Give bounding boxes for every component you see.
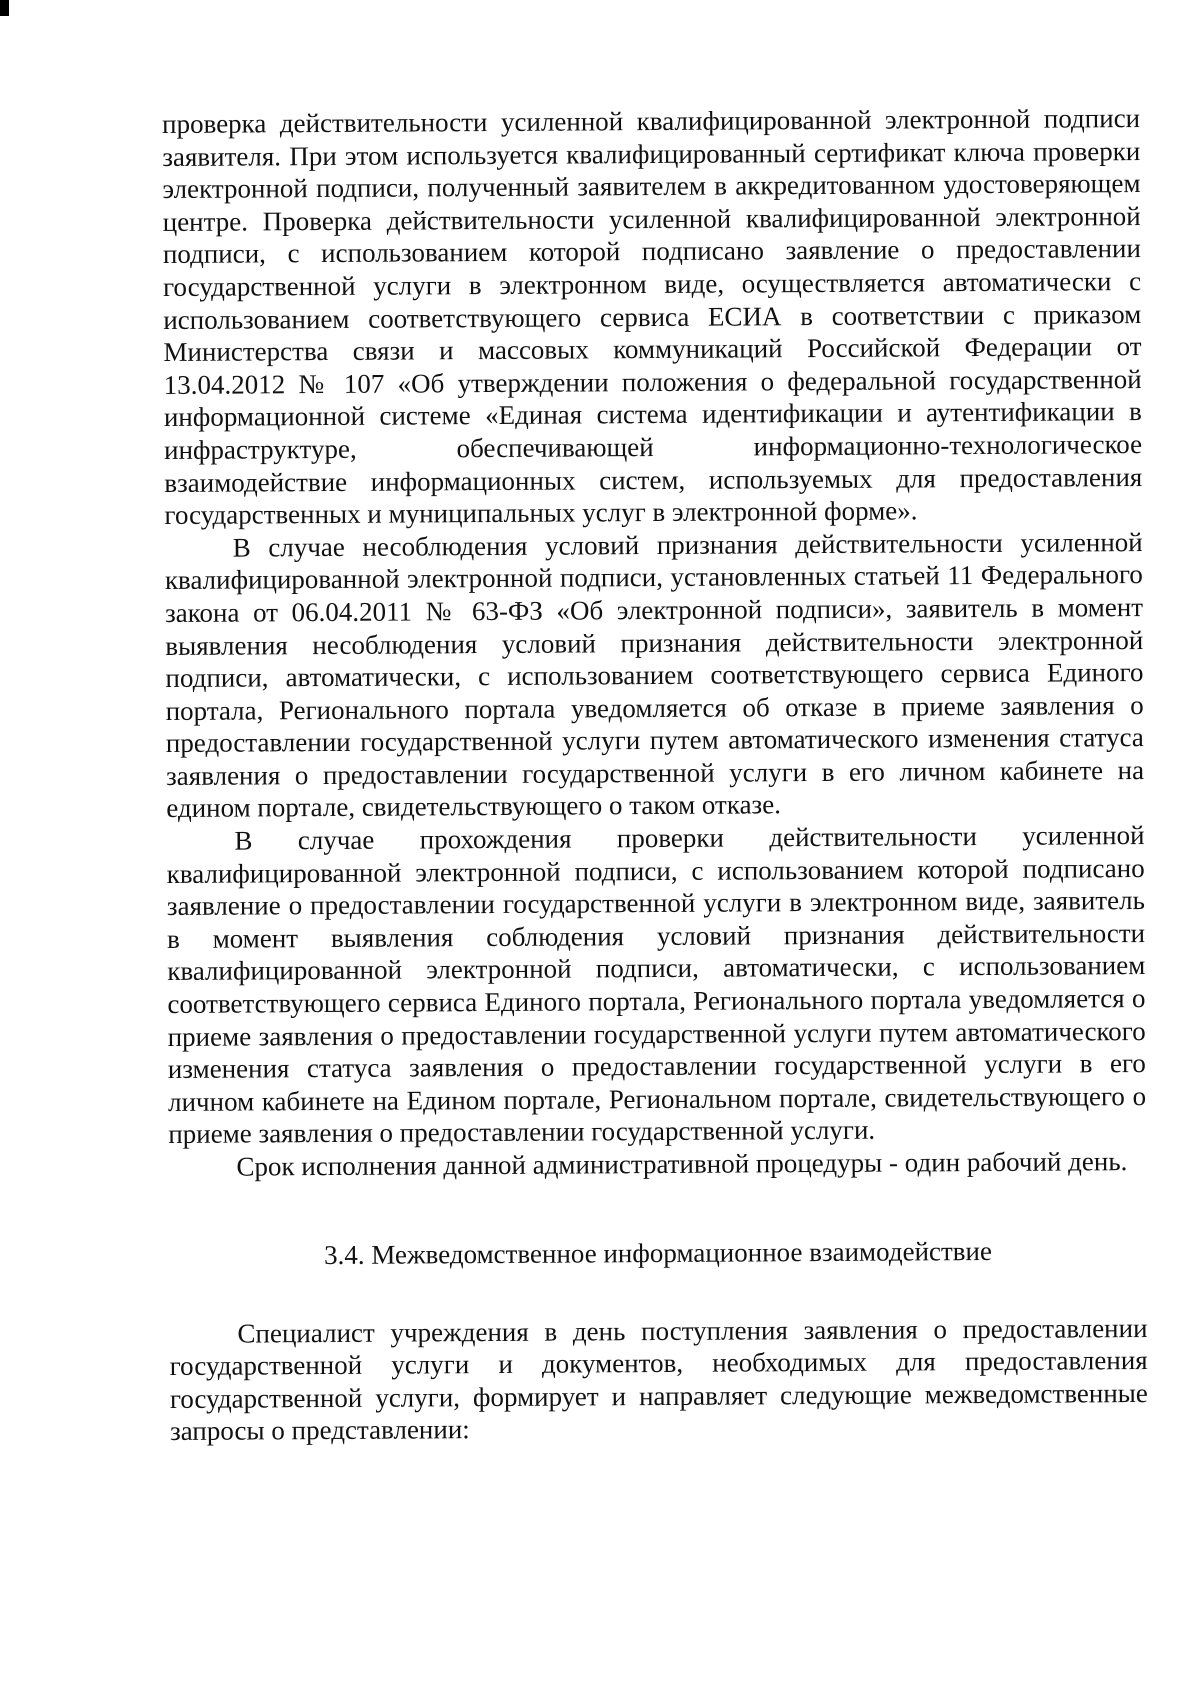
- paragraph-signature-invalid: В случае несоблюдения условий признания действительности усиленной квалифицированной электронной подписи, установленных статьей 11 Федерального закона от 06.04.2011 № 63-ФЗ «Об электронной подписи», заявитель в момент выявления несоблюдения условий признания действительности электронной подписи, автоматически, с использованием соответствующего сервиса Единого портала, Регионального портала уведомляется об отказе в приеме заявления о предоставлении государственной услуги путем автоматического изменения статуса заявления о предоставлении государственной услуги в его личном кабинете на едином портале, свидетельствующего о таком отказе.: [164, 526, 1145, 824]
- section-heading: 3.4. Межведомственное информационное взаимодействие: [323, 1235, 993, 1270]
- scan-corner-mark: [0, 0, 9, 16]
- paragraph-procedure-term: Срок исполнения данной административной процедуры - один рабочий день.: [236, 1146, 1128, 1182]
- paragraph-signature-valid: В случае прохождения проверки действительности усиленной квалифицированной электронной подписи, с использованием которой подписано заявление о предоставлении государственной услуги в электронном виде, заявитель в момент выявления соблюдения условий признания действительности квалифицированной электронной подписи, автоматически, с использованием соответствующего сервиса Единого портала, Регионального портала уведомляется о приеме заявления о предоставлении государственной услуги путем автоматического изменения статуса заявления о предоставлении государственной услуги в его личном кабинете на Едином портале, Региональном портале, свидетельствующего о приеме заявления о предоставлении государственной услуги.: [166, 820, 1147, 1150]
- document-page: [162, 102, 1148, 1448]
- paragraph-interagency-requests: Специалист учреждения в день поступления заявления о предоставлении государственной услуги и документов, необходимых для предоставления государственной услуги, формирует и направляет следующие межведомственные запросы о представлении:: [169, 1312, 1148, 1447]
- paragraph-signature-verification: проверка действительности усиленной квалифицированной электронной подписи заявителя. При этом используется квалифицированный сертификат ключа проверки электронной подписи, полученный заявителем в аккредитованном удостоверяющем центре. Проверка действительности усиленной квалифицированной электронной подписи, с использованием которой подписано заявление о предоставлении государственной услуги в электронном виде, осуществляется автоматически с использованием соответствующего сервиса ЕСИА в соответствии с приказом Министерства связи и массовых коммуникаций Российской Федерации от 13.04.2012 № 107 «Об утверждении положения о федеральной государственной информационной системе «Единая система идентификации и аутентификации в инфраструктуре, обеспечивающей информационно-технологическое взаимодействие информационных систем, используемых для предоставления государственных и муниципальных услуг в электронной форме».: [162, 103, 1143, 531]
